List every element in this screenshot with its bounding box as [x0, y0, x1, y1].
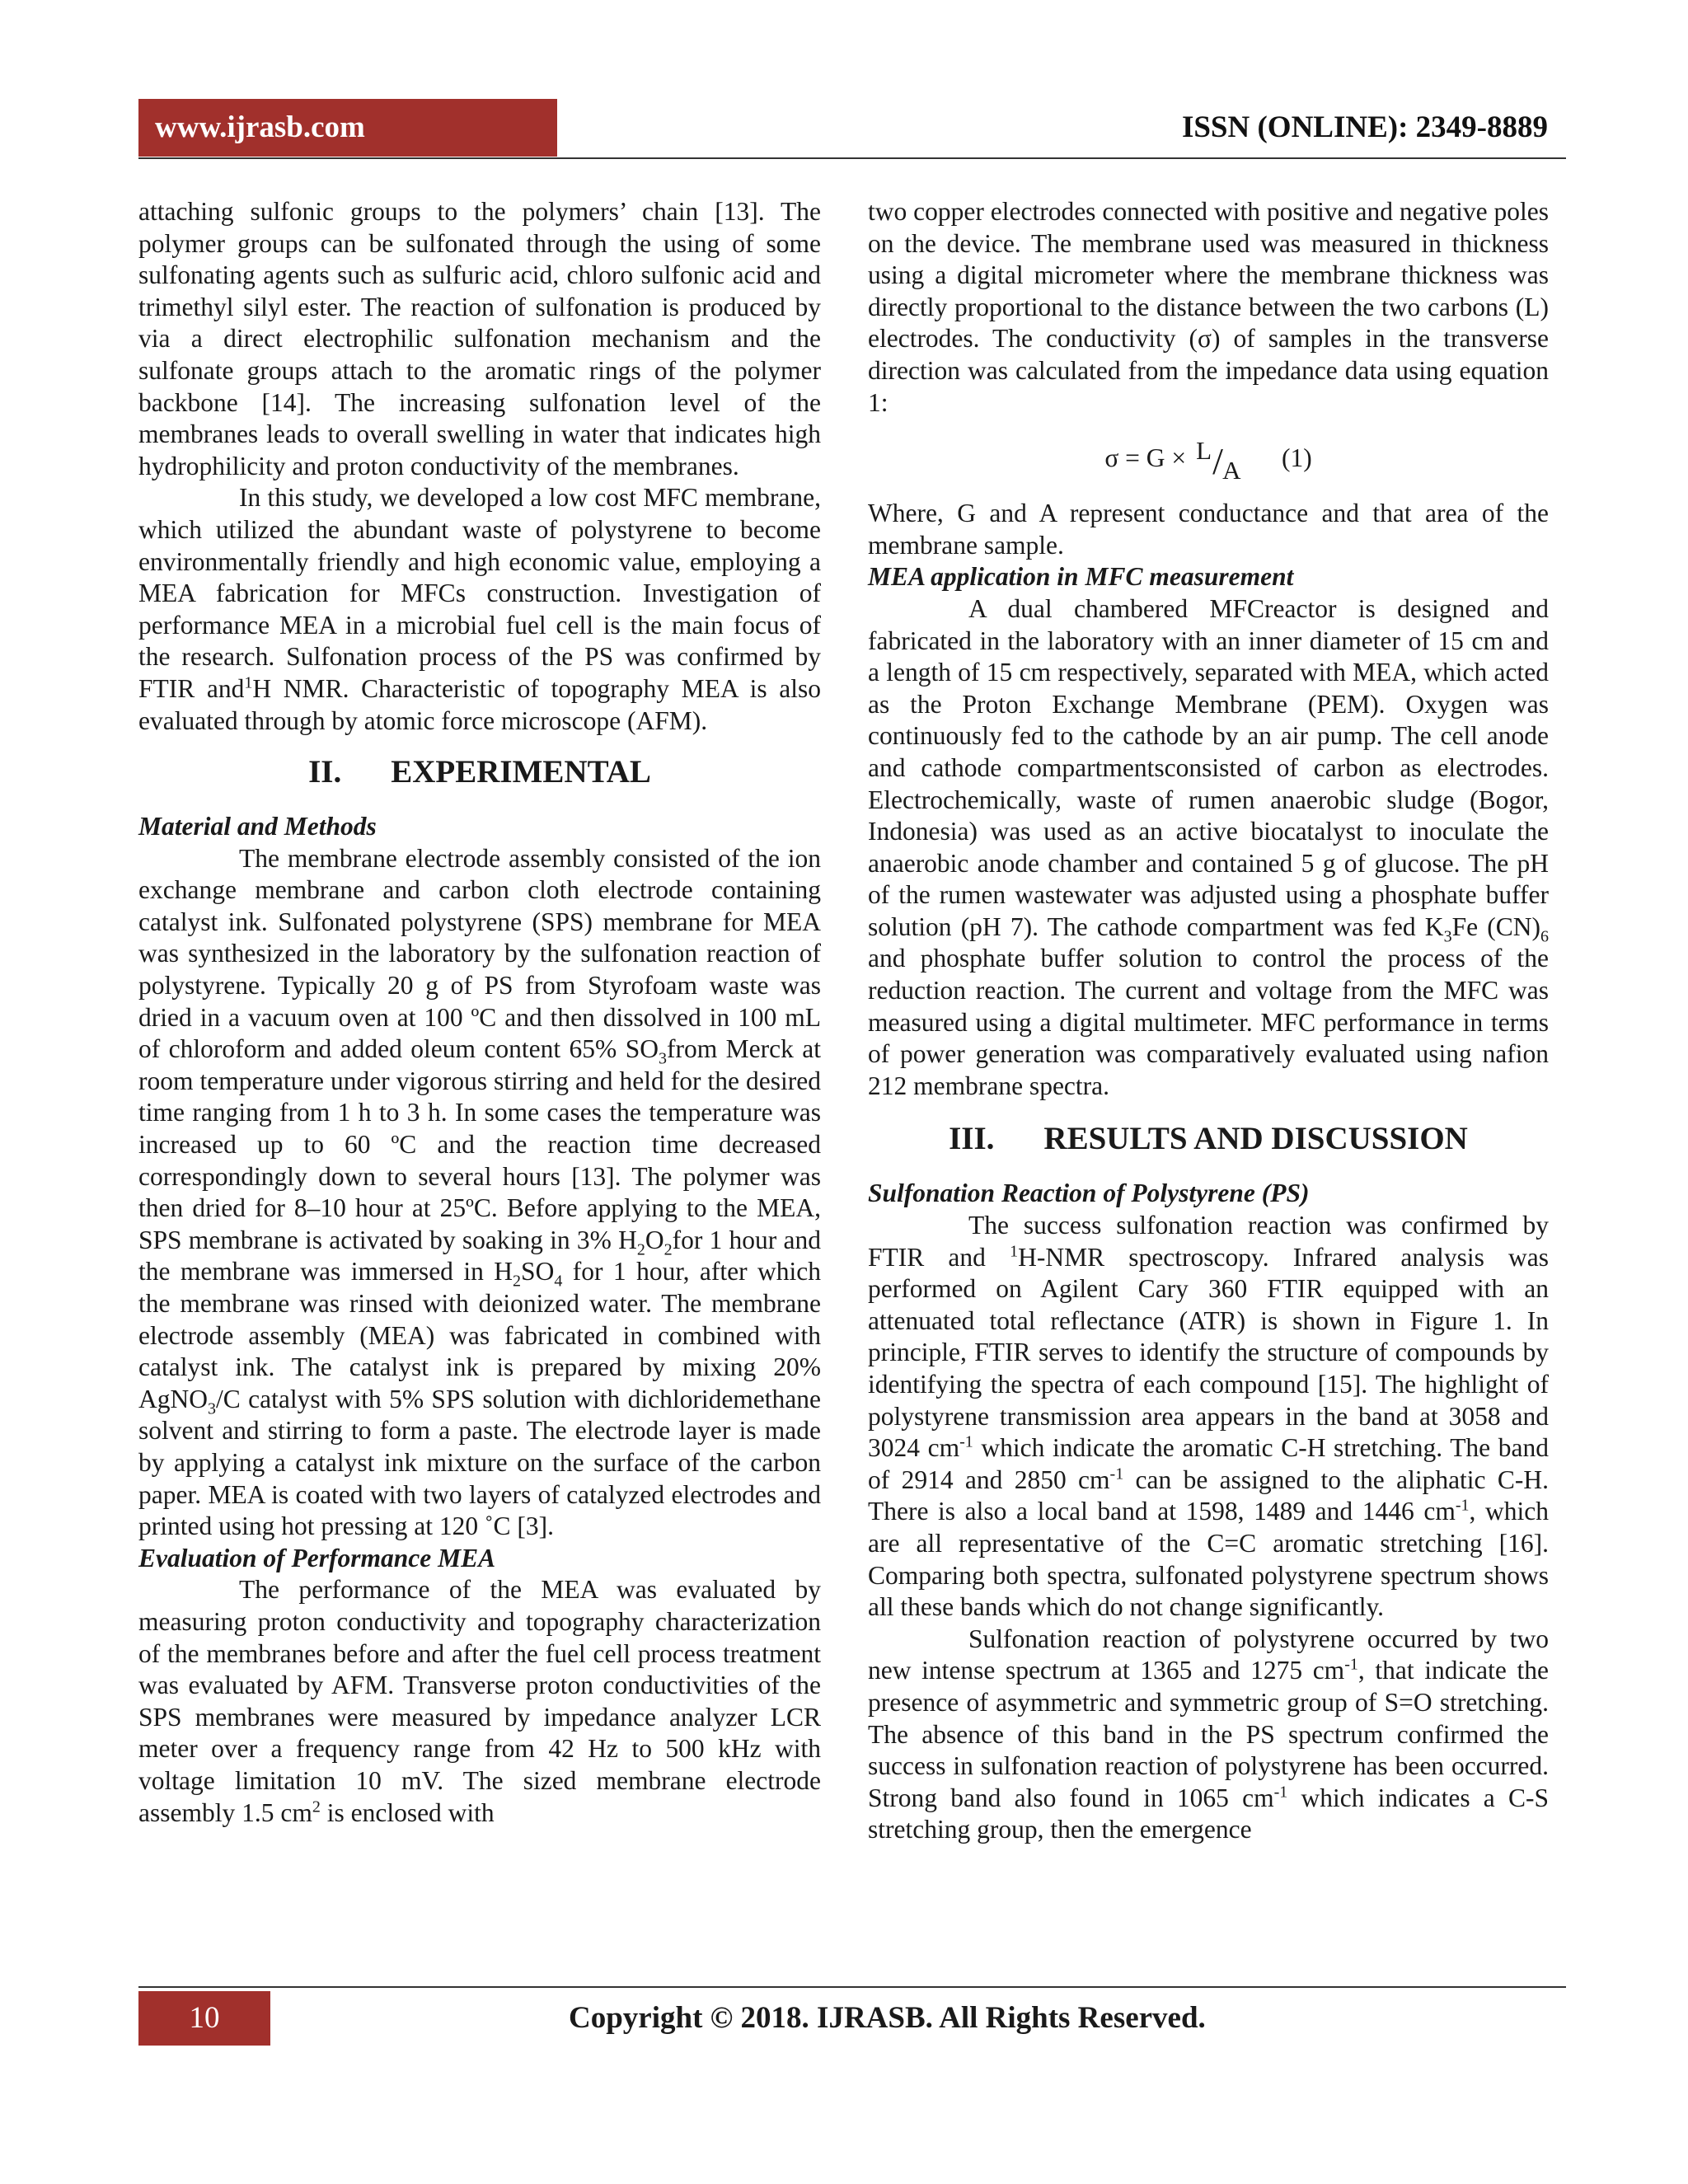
- journal-url: www.ijrasb.com: [155, 110, 365, 144]
- page-number: 10: [138, 1991, 270, 2046]
- paragraph: The membrane electrode assembly consisted of the ion exchange membrane and carbon cloth electrode containing catalyst ink. Sulfonated polystyrene (SPS) membrane for MEA was synthesized in the laboratory by the sulfonation reaction of polystyrene. Typically 20 g of PS from Styrofoam waste was dried in a vacuum oven at 100 ºC and then dissolved in 100 mL of chloroform and added oleum content 65% $SO_3from$ Merck at room temperature under vigorous stirring and held for the desired time ranging from 1 h to 3 h. In some cases the temperature was increased up to 60 ºC and the reaction time decreased correspondingly down to several hours [13]. The polymer was then dried for 8–10 hour at 25ºC. Before applying to the MEA, SPS membrane is activated by soaking in 3% $H_2O_2for$ 1 hour and the membrane was immersed in $H_2SO_4$ for 1 hour, after which the membrane was rinsed with deionized water. The membrane electrode assembly (MEA) was fabricated in combined with catalyst ink. The catalyst ink is prepared by mixing 20% AgNO$_3$/C catalyst with 5% SPS solution with dichloridemethane solvent and stirring to form a paste. The electrode layer is made by applying a catalyst ink mixture on the surface of the carbon paper. MEA is coated with two layers of catalyzed electrodes and printed using hot pressing at 120 ˚C [3].: [138, 843, 822, 1541]
- paragraph: In this study, we developed a low cost MFC membrane, which utilized the abundant waste of polystyrene to become environmentally friendly and high economic value, employing a MEA fabrication for MFCs construction. Investigation of performance MEA in a microbial fuel cell is the main focus of the research. Sulfonation process of the PS was confirmed by FTIR and$^1$H NMR. Characteristic of topography MEA is also evaluated through by atomic force microscope (AFM).: [138, 483, 821, 735]
- section-heading: II. EXPERIMENTAL: [308, 754, 651, 790]
- fraction: L / A: [1196, 435, 1241, 485]
- equation-label: (1): [1281, 443, 1312, 473]
- subsection-heading: Evaluation of Performance MEA: [138, 1543, 496, 1572]
- footer-rule: [138, 1986, 1566, 1988]
- left-column: [138, 196, 821, 1829]
- equation: σ = G × L / A (1): [1104, 435, 1312, 485]
- copyright-notice: Copyright © 2018. IJRASB. All Rights Reserved.: [569, 2001, 1206, 2035]
- section-heading: III. RESULTS AND DISCUSSION: [949, 1121, 1468, 1157]
- paragraph: The success sulfonation reaction was confirmed by FTIR and $^1$H-NMR spectroscopy. Infrared analysis was performed on Agilent Cary 360 FTIR equipped with an attenuated total reflectance (ATR) is shown in Figure 1. In principle, FTIR serves to identify the structure of compounds by identifying the spectra of each compound [15]. The highlight of polystyrene transmission area appears in the band at 3058 and 3024 $cm^{-1}$ which indicate the aromatic C-H stretching. The band of 2914 and 2850 $cm^{-1}$ can be assigned to the aliphatic C-H. There is also a local band at 1598, 1489 and 1446 $cm^{-1}$, which are all representative of the C=C aromatic stretching [16]. Comparing both spectra, sulfonated polystyrene spectrum shows all these bands which do not change significantly.: [868, 1211, 1550, 1622]
- paragraph: Where, G and A represent conductance and that area of the membrane sample.: [868, 499, 1549, 560]
- header-rule: [138, 157, 1566, 159]
- subsection-heading: MEA application in MFC measurement: [868, 562, 1294, 592]
- paragraph: A dual chambered MFCreactor is designed and fabricated in the laboratory with an inner diameter of 15 cm and a length of 15 cm respectively, separated with MEA, which acted as the Proton Exchange Membrane (PEM). Oxygen was continuously fed to the cathode by an air pump. The cell anode and cathode compartmentsconsisted of carbon as electrodes. Electrochemically, waste of rumen anaerobic sludge (Bogor, Indonesia) was used as an active biocatalyst to inoculate the anaerobic anode chamber and contained 5 g of glucose. The pH of the rumen wastewater was adjusted using a phosphate buffer solution (pH 7). The cathode compartment was fed $K_3Fe$ $(CN)_6$ and phosphate buffer solution to control the process of the reduction reaction. The current and voltage from the MFC was measured using a digital multimeter. MFC performance in terms of power generation was comparatively evaluated using nafion 212 membrane spectra.: [868, 593, 1549, 1100]
- issn-label: ISSN (ONLINE): 2349-8889: [1181, 110, 1548, 144]
- paragraph: two copper electrodes connected with positive and negative poles on the device. The membrane used was measured in thickness using a digital micrometer where the membrane thickness was directly proportional to the distance between the two carbons (L) electrodes. The conductivity (σ) of samples in the transverse direction was calculated from the impedance data using equation 1:: [868, 197, 1549, 417]
- paragraph: Sulfonation reaction of polystyrene occurred by two new intense spectrum at 1365 and 1275 $cm^{-1}$, that indicate the presence of asymmetric and symmetric group of S=O stretching. The absence of this band in the PS spectrum confirmed the success in sulfonation reaction of polystyrene has been occurred. Strong band also found in 1065 $cm^{-1}$ which indicates a C-S stretching group, then the emergence: [868, 1624, 1549, 1844]
- right-column: [868, 196, 1549, 1846]
- paragraph: attaching sulfonic groups to the polymers’ chain [13]. The polymer groups can be sulfonated through the using of some sulfonating agents such as sulfuric acid, chloro sulfonic acid and trimethyl silyl ester. The reaction of sulfonation is produced by via a direct electrophilic sulfonation mechanism and the sulfonate groups attach to the aromatic rings of the polymer backbone [14]. The increasing sulfonation level of the membranes leads to overall swelling in water that indicates high hydrophilicity and proton conductivity of the membranes.: [138, 197, 821, 480]
- paragraph: The performance of the MEA was evaluated by measuring proton conductivity and topography characterization of the membranes before and after the fuel cell process treatment was evaluated by AFM. Transverse proton conductivities of the SPS membranes were measured by impedance analyzer LCR meter over a frequency range from 42 Hz to 500 kHz with voltage limitation 10 mV. The sized membrane electrode assembly 1.5 $cm^2$ is enclosed with: [138, 1575, 821, 1827]
- subsection-heading: Material and Methods: [138, 812, 377, 841]
- subsection-heading: Sulfonation Reaction of Polystyrene (PS): [868, 1179, 1310, 1208]
